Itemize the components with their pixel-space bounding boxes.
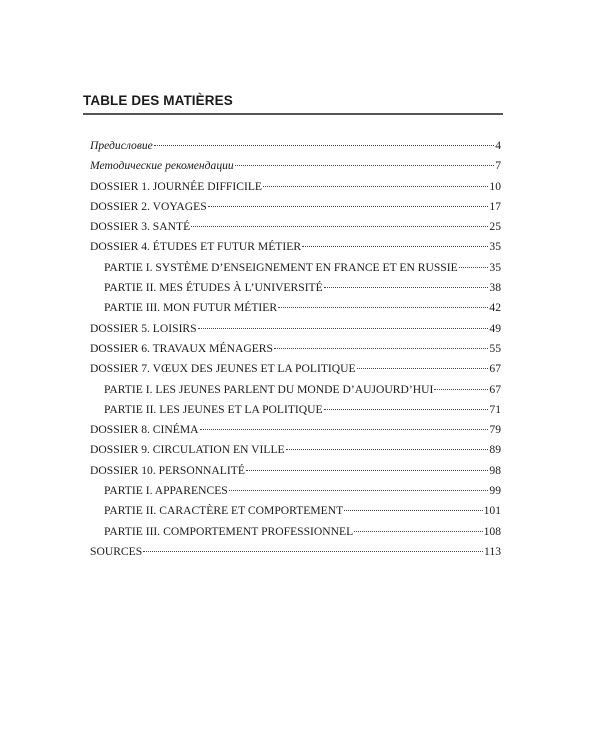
toc-dot-leader — [324, 287, 489, 288]
toc-dot-leader — [229, 490, 489, 491]
toc-dot-leader — [459, 267, 489, 268]
toc-subentry — [90, 501, 501, 521]
toc-entry-page-number: 79 — [489, 423, 501, 437]
toc-entry — [90, 136, 501, 156]
toc-entry — [90, 339, 501, 359]
toc-entry — [90, 359, 501, 379]
toc-entry-title: DOSSIER 6. TRAVAUX MÉNAGERS — [90, 341, 273, 355]
toc-entry-title: Предисловие — [90, 139, 153, 152]
toc-entry-page-number: 17 — [489, 199, 501, 213]
toc-entry — [90, 237, 501, 257]
toc-subentry — [90, 278, 501, 298]
toc-entry-title: PARTIE I. LES JEUNES PARLENT DU MONDE D’AUJOURD’HUI — [104, 382, 434, 396]
toc-entry — [90, 542, 501, 562]
toc-entry-title: DOSSIER 4. ÉTUDES ET FUTUR MÉTIER — [90, 240, 302, 254]
toc-entry — [90, 217, 501, 237]
toc-entry-page-number: 35 — [489, 260, 501, 274]
toc-entry-title: PARTIE II. LES JEUNES ET LA POLITIQUE — [104, 402, 323, 416]
toc-heading: TABLE DES MATIÈRES — [83, 92, 503, 115]
toc-entry-title: DOSSIER 5. LOISIRS — [90, 321, 197, 335]
toc-entry-page-number: 55 — [489, 341, 501, 355]
toc-subentry — [90, 258, 501, 278]
toc-dot-leader — [286, 449, 489, 450]
toc-dot-leader — [208, 206, 489, 207]
toc-dot-leader — [354, 531, 482, 532]
toc-list — [90, 136, 501, 562]
toc-dot-leader — [263, 186, 488, 187]
toc-dot-leader — [302, 246, 488, 247]
toc-entry-page-number: 42 — [489, 301, 501, 315]
toc-entry — [90, 440, 501, 460]
toc-dot-leader — [191, 226, 488, 227]
toc-dot-leader — [235, 165, 494, 166]
toc-entry-title: PARTIE I. APPARENCES — [104, 484, 228, 498]
toc-entry-title: DOSSIER 10. PERSONNALITÉ — [90, 463, 245, 477]
toc-entry-title: PARTIE III. MON FUTUR MÉTIER — [104, 301, 278, 315]
toc-entry-page-number: 98 — [489, 463, 501, 477]
toc-entry-page-number: 49 — [489, 321, 501, 335]
toc-entry-page-number: 35 — [489, 240, 501, 254]
toc-dot-leader — [274, 348, 488, 349]
toc-entry-title: Методические рекомендации — [90, 159, 234, 173]
toc-dot-leader — [324, 409, 489, 410]
toc-subentry — [90, 481, 501, 501]
toc-entry-title: PARTIE II. MES ÉTUDES À L’UNIVERSITÉ — [104, 281, 323, 295]
toc-entry-title: DOSSIER 7. VŒUX DES JEUNES ET LA POLITIQUE — [90, 362, 356, 376]
toc-entry-page-number: 38 — [489, 281, 501, 295]
toc-subentry — [90, 400, 501, 420]
toc-entry — [90, 177, 501, 197]
toc-entry-title: DOSSIER 1. JOURNÉE DIFFICILE — [90, 179, 262, 193]
toc-dot-leader — [246, 470, 488, 471]
toc-entry — [90, 197, 501, 217]
toc-entry-title: DOSSIER 3. SANTÉ — [90, 220, 191, 234]
toc-entry-page-number: 108 — [483, 524, 501, 538]
toc-entry-page-number: 99 — [489, 484, 501, 498]
toc-dot-leader — [200, 429, 489, 430]
toc-dot-leader — [278, 307, 488, 308]
toc-entry-page-number: 113 — [484, 544, 501, 558]
toc-entry-page-number: 67 — [489, 382, 501, 396]
toc-entry-title: PARTIE I. SYSTÈME D’ENSEIGNEMENT EN FRANCE ET EN RUSSIE — [104, 260, 458, 274]
toc-entry-title: DOSSIER 9. CIRCULATION EN VILLE — [90, 443, 285, 457]
toc-entry-page-number: 10 — [489, 179, 501, 193]
toc-entry-title: SOURCES — [90, 544, 143, 558]
toc-entry-title: DOSSIER 2. VOYAGES — [90, 199, 207, 213]
toc-dot-leader — [344, 510, 482, 511]
toc-dot-leader — [154, 145, 494, 146]
toc-subentry — [90, 298, 501, 318]
toc-dot-leader — [198, 328, 489, 329]
toc-entry-page-number: 4 — [495, 139, 501, 152]
toc-entry-title: DOSSIER 8. CINÉMA — [90, 423, 199, 437]
toc-entry-page-number: 101 — [483, 504, 501, 518]
toc-dot-leader — [357, 368, 489, 369]
toc-entry — [90, 461, 501, 481]
toc-subentry — [90, 522, 501, 542]
toc-entry-page-number: 67 — [489, 362, 501, 376]
toc-entry — [90, 420, 501, 440]
toc-subentry — [90, 380, 501, 400]
toc-entry-title: PARTIE III. COMPORTEMENT PROFESSIONNEL — [104, 524, 354, 538]
toc-dot-leader — [143, 551, 483, 552]
toc-entry-page-number: 71 — [489, 402, 501, 416]
toc-entry-page-number: 89 — [489, 443, 501, 457]
toc-entry-title: PARTIE II. CARACTÈRE ET COMPORTEMENT — [104, 504, 344, 518]
toc-entry-page-number: 25 — [489, 220, 501, 234]
toc-entry-page-number: 7 — [495, 159, 501, 173]
toc-entry — [90, 156, 501, 176]
toc-dot-leader — [434, 389, 488, 390]
toc-entry — [90, 319, 501, 339]
